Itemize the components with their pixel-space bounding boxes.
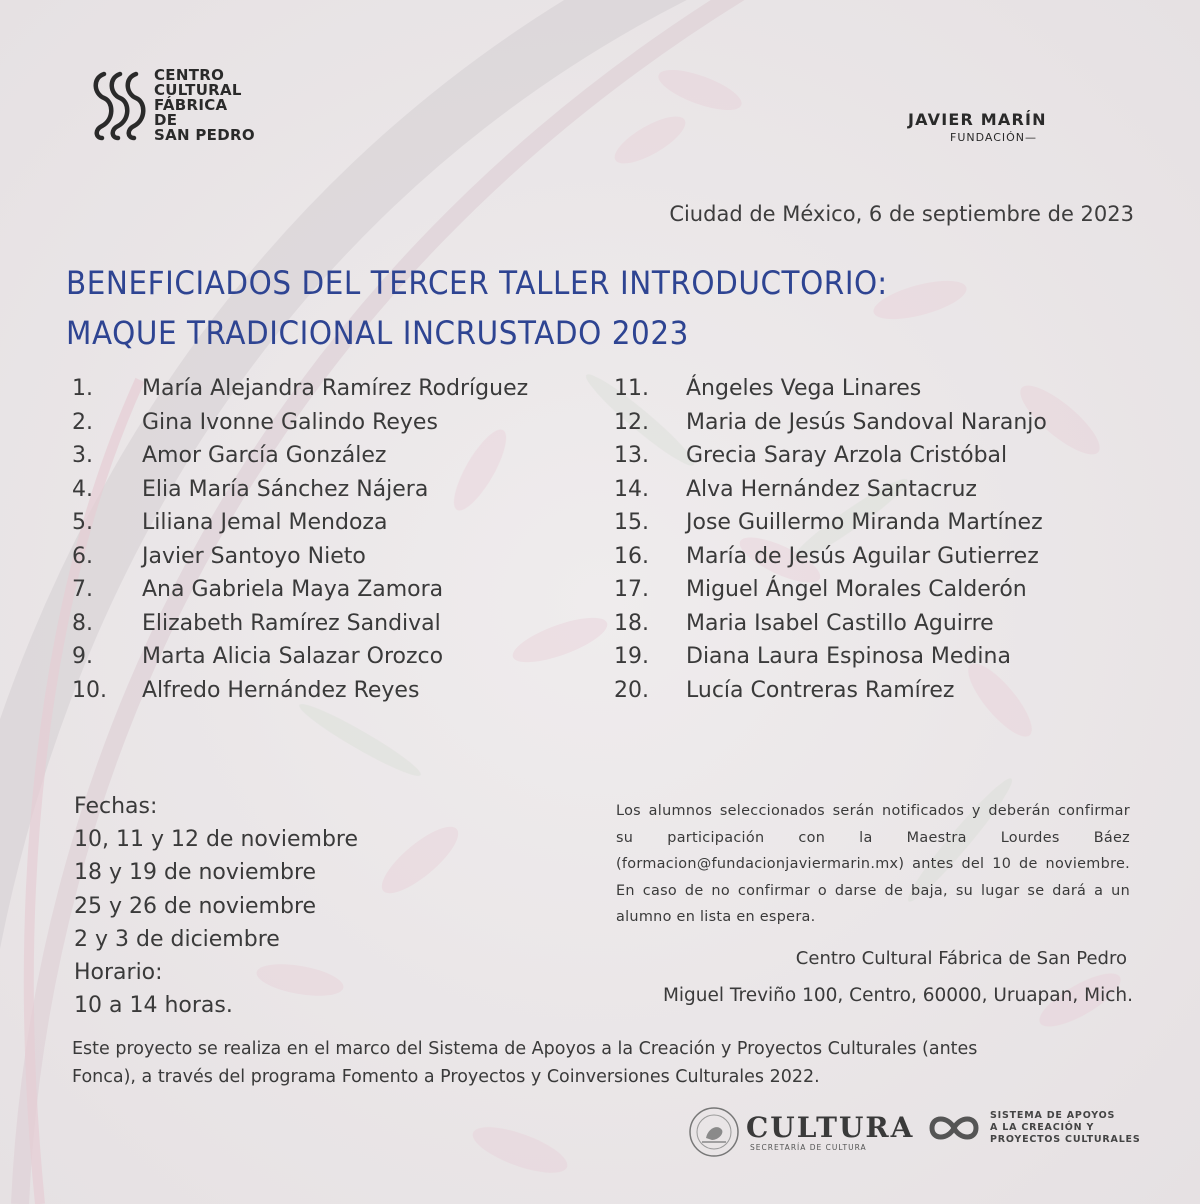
list-number: 13. bbox=[614, 443, 649, 468]
hours-label: Horario: bbox=[74, 960, 163, 986]
list-number: 14. bbox=[614, 476, 649, 502]
fabrica-san-pedro-logo-icon bbox=[90, 68, 146, 144]
list-item bbox=[72, 678, 528, 712]
page-title bbox=[66, 258, 1078, 358]
list-number: 11. bbox=[614, 376, 649, 401]
list-number: 8. bbox=[72, 610, 93, 636]
javier-marin-name: JAVIER MARÍN bbox=[908, 110, 1047, 129]
sistema-text bbox=[990, 1110, 1140, 1146]
secretaria-label: SECRETARÍA DE CULTURA bbox=[750, 1142, 867, 1152]
list-number: 16. bbox=[614, 543, 649, 569]
javier-marin-logo bbox=[908, 110, 1047, 144]
beneficiary-name: Amor García González bbox=[142, 443, 387, 468]
list-item bbox=[614, 443, 1047, 477]
date-item: 2 y 3 de diciembre bbox=[74, 926, 280, 952]
beneficiary-name: Marta Alicia Salazar Orozco bbox=[142, 644, 444, 669]
list-item bbox=[72, 443, 528, 477]
cultura-wordmark: CULTURA bbox=[746, 1110, 915, 1144]
schedule-block bbox=[74, 790, 358, 1022]
cultura-text bbox=[746, 1110, 915, 1152]
list-number: 9. bbox=[72, 644, 93, 669]
logo-line: SAN PEDRO bbox=[154, 126, 255, 144]
date-item: 10, 11 y 12 de noviembre bbox=[74, 827, 359, 853]
list-item bbox=[72, 376, 528, 410]
dates-label: Fechas: bbox=[74, 794, 158, 819]
beneficiaries-list-right bbox=[614, 376, 1047, 711]
list-item bbox=[72, 577, 528, 611]
centro-cultural-logo bbox=[90, 68, 255, 144]
beneficiary-name: Maria Isabel Castillo Aguirre bbox=[686, 610, 994, 636]
title-line-1: BENEFICIADOS DEL TERCER TALLER INTRODUCTORIO: bbox=[66, 264, 888, 302]
list-item bbox=[72, 644, 528, 678]
list-item bbox=[72, 611, 528, 645]
list-number: 4. bbox=[72, 476, 93, 502]
logo-line: FÁBRICA bbox=[154, 96, 228, 114]
list-item bbox=[72, 477, 528, 511]
logo-line: CULTURAL bbox=[154, 81, 242, 99]
mexico-seal-icon bbox=[688, 1106, 740, 1158]
beneficiary-name: Alfredo Hernández Reyes bbox=[142, 677, 420, 703]
list-item bbox=[614, 577, 1047, 611]
title-line-2: MAQUE TRADICIONAL INCRUSTADO 2023 bbox=[66, 314, 689, 352]
centro-cultural-logo-text bbox=[154, 68, 255, 143]
list-number: 20. bbox=[614, 677, 649, 703]
logo-line: DE bbox=[154, 111, 178, 129]
sistema-line: A LA CREACIÓN Y bbox=[990, 1122, 1095, 1133]
list-number: 3. bbox=[72, 443, 93, 468]
footer-note bbox=[72, 1035, 1142, 1091]
notice-paragraph: Los alumnos seleccionados serán notificados y deberán confirmar su participación con la Maestra Lourdes Báez (formacion@fundacionjaviermarin.mx) antes del 10 de noviembre. En caso de no confirmar o darse de baja, su lugar se dará a un alumno en lista en espera. bbox=[616, 803, 1130, 925]
hours-value: 10 a 14 horas. bbox=[74, 993, 233, 1019]
beneficiary-name: Ángeles Vega Linares bbox=[686, 376, 922, 401]
announcement-date: Ciudad de México, 6 de septiembre de 2023 bbox=[669, 202, 1134, 226]
beneficiary-name: Gina Ivonne Galindo Reyes bbox=[142, 409, 438, 435]
list-number: 18. bbox=[614, 610, 649, 636]
beneficiary-name: Elizabeth Ramírez Sandival bbox=[142, 610, 441, 636]
list-item bbox=[72, 510, 528, 544]
list-item bbox=[614, 510, 1047, 544]
list-item bbox=[614, 410, 1047, 444]
beneficiary-name: María de Jesús Aguilar Gutierrez bbox=[686, 543, 1039, 569]
footer-line: Fonca), a través del programa Fomento a Proyectos y Coinversiones Culturales 2022. bbox=[72, 1067, 820, 1087]
list-number: 12. bbox=[614, 409, 649, 435]
beneficiary-name: Elia María Sánchez Nájera bbox=[142, 476, 429, 502]
venue-address: Miguel Treviño 100, Centro, 60000, Uruapan, Mich. bbox=[662, 985, 1133, 1006]
list-number: 19. bbox=[614, 644, 649, 669]
list-number: 5. bbox=[72, 510, 93, 535]
beneficiary-name: Ana Gabriela Maya Zamora bbox=[142, 577, 444, 602]
sistema-apoyos-logo bbox=[926, 1108, 1140, 1148]
list-number: 17. bbox=[614, 577, 649, 602]
sistema-line: PROYECTOS CULTURALES bbox=[990, 1134, 1141, 1145]
list-item bbox=[614, 678, 1047, 712]
list-item bbox=[72, 544, 528, 578]
fundacion-label: FUNDACIÓN— bbox=[950, 131, 1038, 144]
venue-name: Centro Cultural Fábrica de San Pedro bbox=[795, 948, 1127, 969]
beneficiary-name: Miguel Ángel Morales Calderón bbox=[686, 577, 1027, 602]
beneficiary-name: Jose Guillermo Miranda Martínez bbox=[686, 510, 1043, 535]
list-number: 10. bbox=[72, 677, 107, 703]
sistema-line: SISTEMA DE APOYOS bbox=[990, 1110, 1116, 1121]
list-number: 7. bbox=[72, 577, 93, 602]
list-item bbox=[72, 410, 528, 444]
beneficiary-name: Javier Santoyo Nieto bbox=[142, 543, 366, 569]
list-item bbox=[614, 544, 1047, 578]
list-number: 1. bbox=[72, 376, 93, 401]
list-number: 6. bbox=[72, 543, 93, 569]
date-item: 18 y 19 de noviembre bbox=[74, 860, 317, 886]
beneficiary-name: Grecia Saray Arzola Cristóbal bbox=[686, 443, 1008, 468]
beneficiary-name: Lucía Contreras Ramírez bbox=[686, 677, 955, 703]
list-item bbox=[614, 376, 1047, 410]
beneficiary-name: María Alejandra Ramírez Rodríguez bbox=[142, 376, 529, 401]
secretaria-cultura-logo bbox=[688, 1106, 914, 1158]
list-number: 15. bbox=[614, 510, 649, 535]
list-item bbox=[614, 644, 1047, 678]
beneficiary-name: Maria de Jesús Sandoval Naranjo bbox=[686, 409, 1047, 435]
beneficiary-name: Liliana Jemal Mendoza bbox=[142, 510, 388, 535]
list-number: 2. bbox=[72, 409, 93, 435]
list-item bbox=[614, 611, 1047, 645]
footer-line: Este proyecto se realiza en el marco del Sistema de Apoyos a la Creación y Proyectos Culturales (antes bbox=[72, 1039, 978, 1059]
logo-line: CENTRO bbox=[154, 66, 225, 84]
infinity-loop-icon bbox=[926, 1108, 982, 1148]
list-item bbox=[614, 477, 1047, 511]
beneficiary-name: Alva Hernández Santacruz bbox=[686, 476, 977, 502]
date-item: 25 y 26 de noviembre bbox=[74, 893, 317, 919]
beneficiaries-list-left bbox=[72, 376, 528, 711]
beneficiary-name: Diana Laura Espinosa Medina bbox=[686, 644, 1011, 669]
